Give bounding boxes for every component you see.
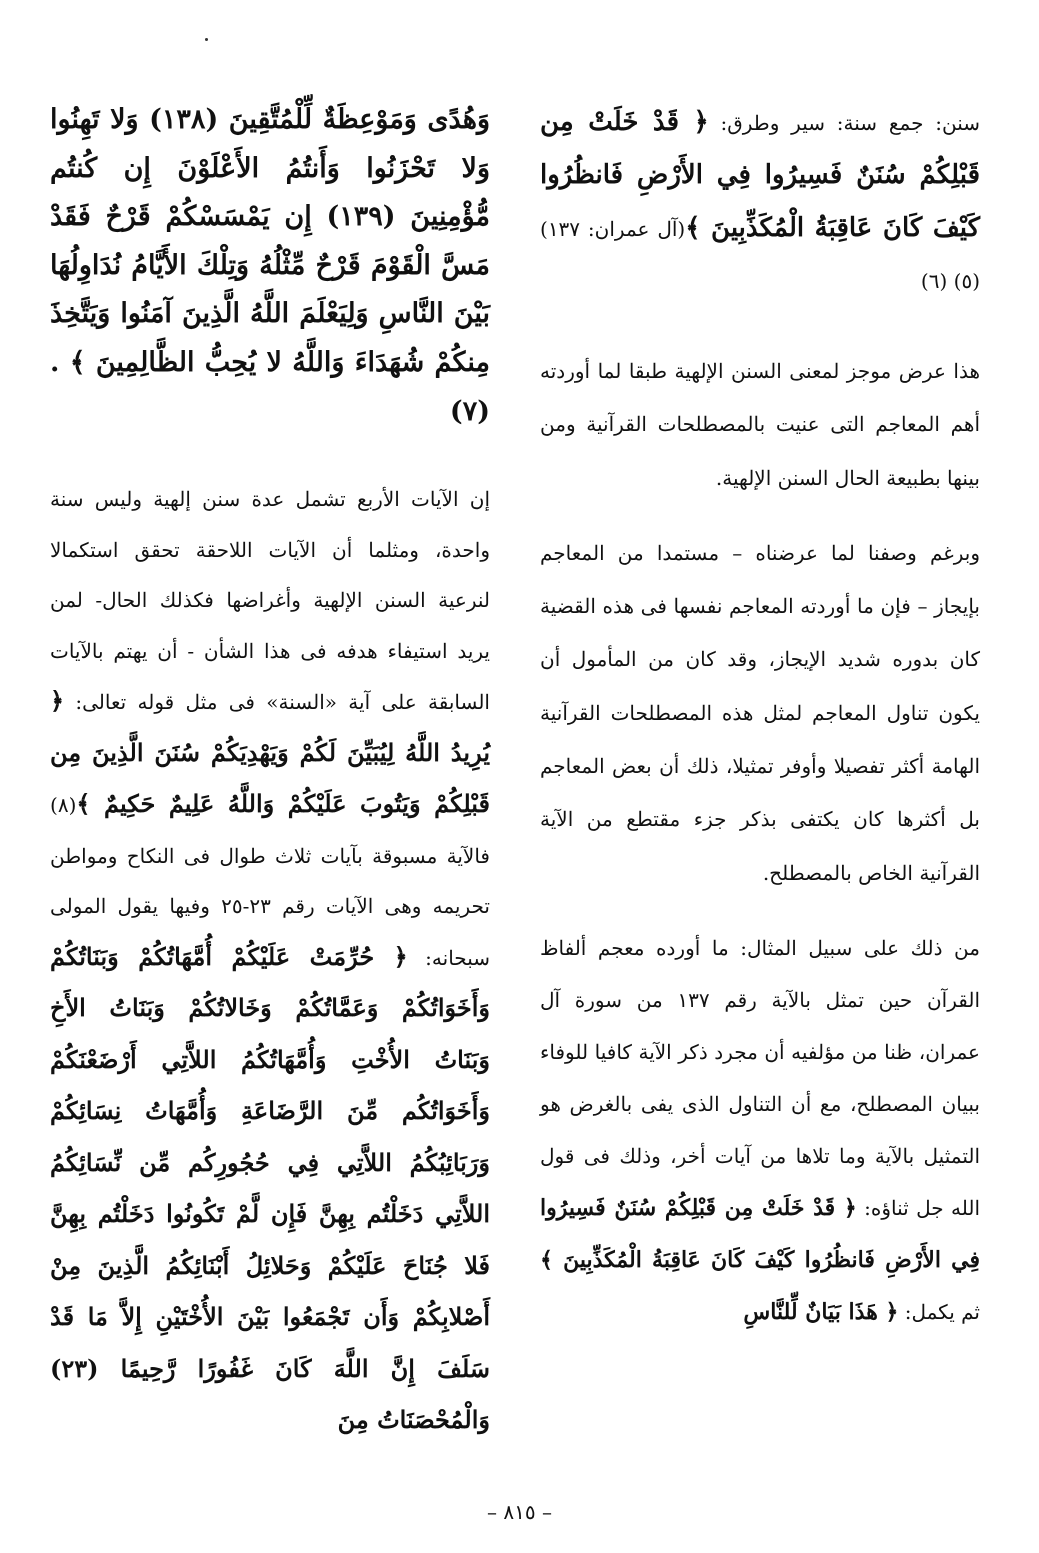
paragraph-summary: هذا عرض موجز لمعنى السنن الإلهية طبقا لما أوردته أهم المعاجم التى عنيت بالمصطلحات القرآنية ومن بينها بطبيعة الحال السنن الإلهية. [540, 359, 980, 490]
quran-verse: ﴿ هَذَا بَيَانٌ لِّلنَّاسِ [743, 1298, 899, 1325]
paragraph-four-verses [50, 474, 490, 1447]
quran-verse: ﴿ حُرِّمَتْ عَلَيْكُمْ أُمَّهَاتُكُمْ وَبَنَاتُكُمْ وَأَخَوَاتُكُمْ وَعَمَّاتُكُمْ وَخَالاتُكُمْ وَبَنَاتُ الأَخِ وَبَنَاتُ الأُخْتِ وَأُمَّهَاتُكُمُ اللاَّتِي أَرْضَعْنَكُمْ وَأَخَوَاتُكُم مِّنَ الرَّضَاعَةِ وَأُمَّهَاتُ نِسَائِكُمْ وَرَبَائِبُكُمُ اللاَّتِي فِي حُجُورِكُم مِّن نِّسَائِكُمُ اللاَّتِي دَخَلْتُم بِهِنَّ فَإِن لَّمْ تَكُونُوا دَخَلْتُم بِهِنَّ فَلا جُنَاحَ عَلَيْكُمْ وَحَلائِلُ أَبْنَائِكُمُ الَّذِينَ مِنْ أَصْلابِكُمْ وَأَن تَجْمَعُوا بَيْنَ الأُخْتَيْنِ إِلاَّ مَا قَدْ سَلَفَ إِنَّ اللَّهَ كَانَ غَفُورًا رَّحِيمًا (٢٣) وَالْمُحْصَنَاتُ مِنَ [50, 941, 490, 1435]
example-text: من ذلك على سبيل المثال: ما أورده معجم ألفاظ القرآن حين تمثل بالآية رقم ١٣٧ من سورة آل عمران، ظنا من مؤلفيه أن مجرد ذكر الآية كافيا للوفاء ببيان المصطلح، مع أن التناول الذى يفى بالغرض هو التمثيل بالآية وما تلاها من آيات أخر، وذلك فى قول الله جل ثناؤه: [540, 935, 980, 1220]
right-column [540, 96, 980, 1358]
definition-text: سنن: جمع سنة: سير وطرق: [708, 111, 980, 135]
body-text: (٨) فالآية مسبوقة بآيات ثلاث طوال فى النكاح ومواطن تحريمه وهى الآيات رقم ٢٣-٢٥ وفيها يقول المولى سبحانه: [50, 793, 490, 970]
paragraph-brevity: وبرغم وصفنا لما عرضناه – مستمدا من المعاجم بإيجاز – فإن ما أوردته المعاجم نفسها فى هذه القضية كان بدوره شديد الإيجاز، وقد كان من المأمول أن يكون تناول المعاجم لمثل هذه المصطلحات القرآنية الهامة أكثر تفصيلا وأوفر تمثيلا، ذلك أن بعض المعاجم بل أكثرها كان يكتفى بذكر جزء مقتطع من الآية القرآنية الخاص بالمصطلح. [540, 540, 980, 885]
quran-verse: ﴿ يُرِيدُ اللَّهُ لِيُبَيِّنَ لَكُمْ وَيَهْدِيَكُمْ سُنَنَ الَّذِينَ مِن قَبْلِكُمْ وَيَتُوبَ عَلَيْكُمْ وَاللَّهُ عَلِيمٌ حَكِيمٌ ﴾ [50, 686, 490, 819]
paragraph-example [540, 922, 980, 1338]
paragraph-sunan-definition [540, 96, 980, 307]
scan-speck [205, 38, 208, 41]
verse-reference: (آل عمران: ١٣٧)(٥) (٦) [540, 217, 980, 293]
example-continuation: ثم يكمل: [898, 1299, 980, 1324]
quran-verse: ﴿ قَدْ خَلَتْ مِن قَبْلِكُمْ سُنَنٌ فَسِيرُوا فِي الأَرْضِ فَانظُرُوا كَيْفَ كَانَ عَاقِبَةُ الْمُكَذِّبِينَ ﴾ [540, 107, 980, 243]
quran-verse-continued: وَهُدًى وَمَوْعِظَةٌ لِّلْمُتَّقِينَ (١٣٨) وَلا تَهِنُوا وَلا تَحْزَنُوا وَأَنتُمُ الأَعْلَوْنَ إِن كُنتُم مُّؤْمِنِينَ (١٣٩) إِن يَمْسَسْكُمْ قَرْحٌ فَقَدْ مَسَّ الْقَوْمَ قَرْحٌ مِّثْلُهُ وَتِلْكَ الأَيَّامُ نُدَاوِلُهَا بَيْنَ النَّاسِ وَلِيَعْلَمَ اللَّهُ الَّذِينَ آمَنُوا وَيَتَّخِذَ مِنكُمْ شُهَدَاءَ وَاللَّهُ لا يُحِبُّ الظَّالِمِينَ ﴾ .(٧) [50, 104, 490, 427]
page-number: – ٨١٥ – [487, 1500, 552, 1524]
body-text: إن الآيات الأربع تشمل عدة سنن إلهية وليس سنة واحدة، ومثلما أن الآيات اللاحقة تحقق استكمالا لنرعية السنن الإلهية وأغراضها فكذلك الحال- لمن يريد استيفاء هدفه فى هذا الشأن - أن يهتم بالآيات السابقة على آية «السنة» فى مثل قوله تعالى: [50, 487, 490, 715]
quran-verse: ﴿ قَدْ خَلَتْ مِن قَبْلِكُمْ سُنَنٌ فَسِيرُوا فِي الأَرْضِ فَانظُرُوا كَيْفَ كَانَ عَاقِبَةُ الْمُكَذِّبِينَ ﴾ [540, 1194, 980, 1273]
left-column [50, 96, 490, 1467]
